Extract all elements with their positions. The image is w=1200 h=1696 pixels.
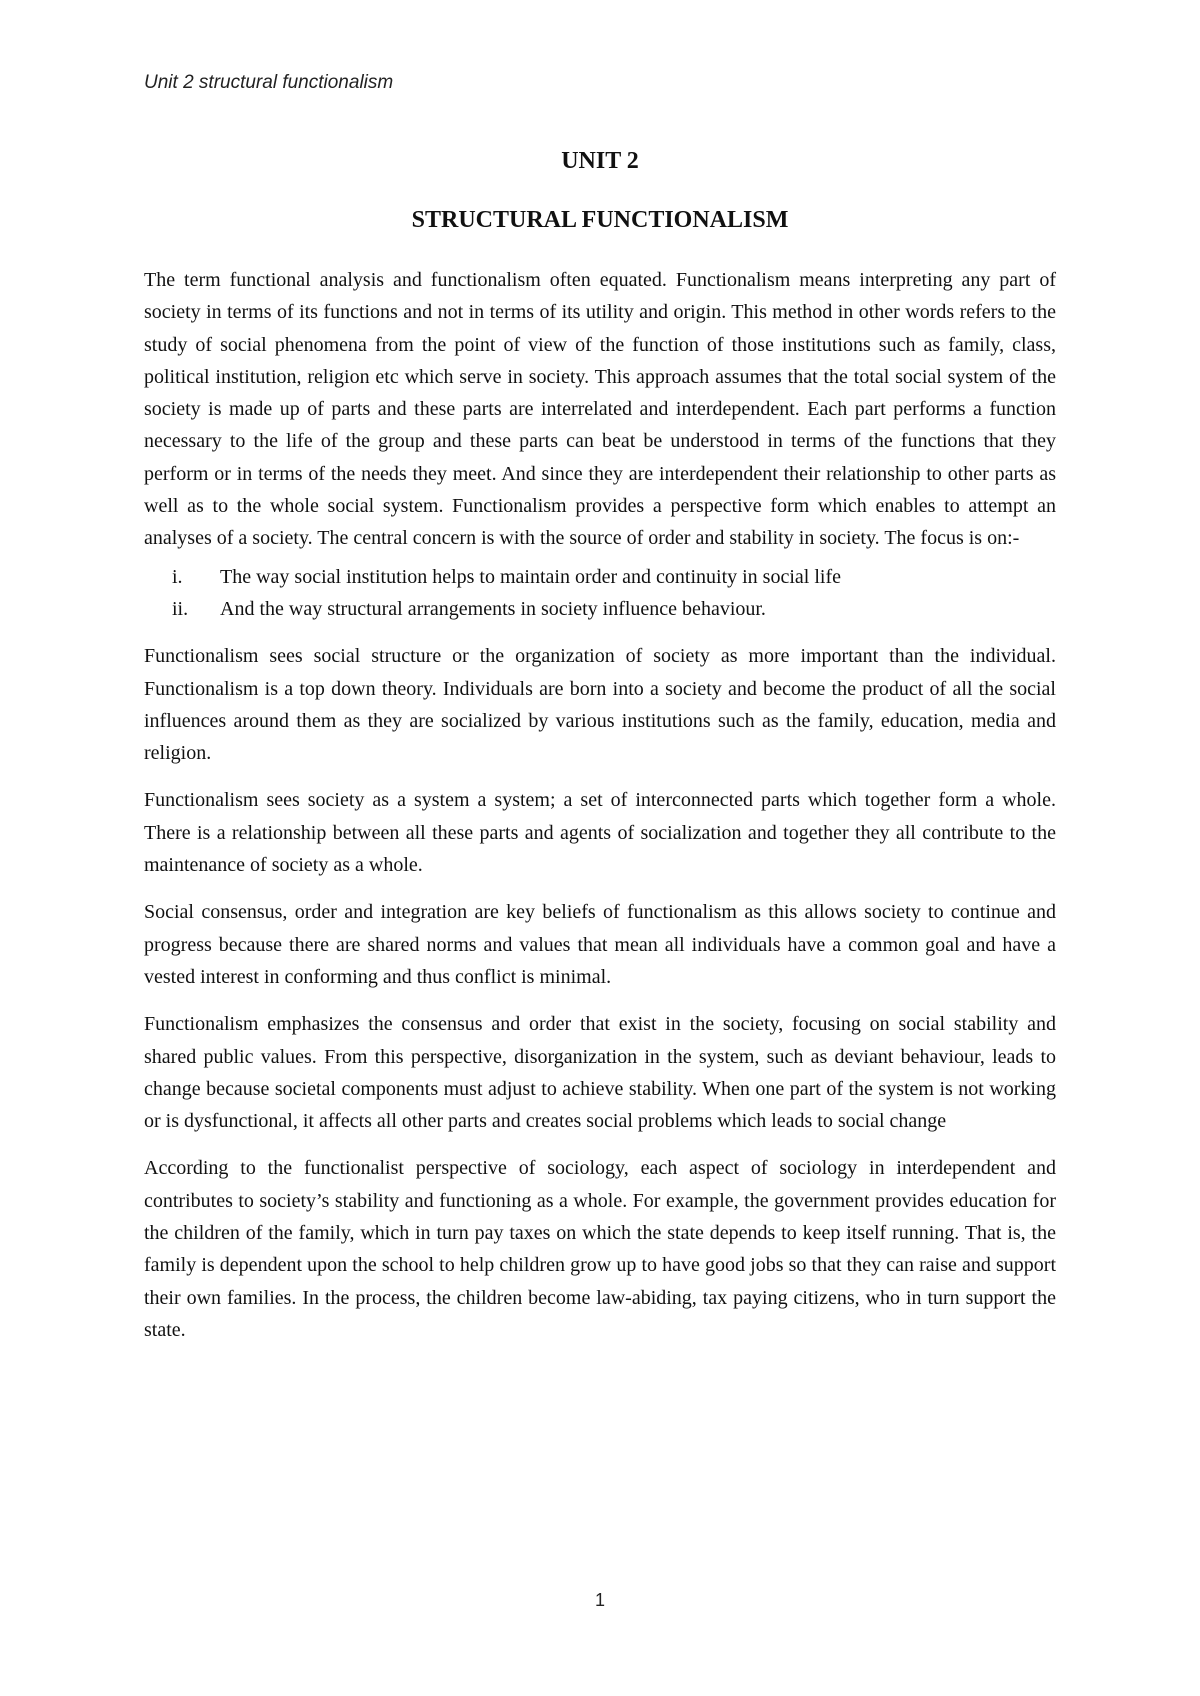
paragraph-consensus: Social consensus, order and integration are key beliefs of functionalism as this allows society to continue and progress because there are shared norms and values that mean all individuals have a common goal and have a vested interest in conforming and thus conflict is minimal. — [144, 901, 1056, 988]
body-content — [144, 264, 1056, 1361]
list-item-text: The way social institution helps to maintain order and continuity in social life — [220, 565, 841, 588]
paragraph-example: According to the functionalist perspective of sociology, each aspect of sociology in interdependent and contributes to society’s stability and functioning as a whole. For example, the government provides education for the children of the family, which in turn pay taxes on which the state depends to keep itself running. That is, the family is dependent upon the school to help children grow up to have good jobs so that they can raise and support their own families. In the process, the children become law-abiding, tax paying citizens, who in turn support the state. — [144, 1157, 1056, 1341]
paragraph-system: Functionalism sees society as a system a system; a set of interconnected parts which together form a whole. There is a relationship between all these parts and agents of socialization and together they all contribute to the maintenance of society as a whole. — [144, 789, 1056, 877]
list-item-text: And the way structural arrangements in society influence behaviour. — [220, 597, 766, 620]
paragraph-social-structure: Functionalism sees social structure or the organization of society as more important than the individual. Functionalism is a top down theory. Individuals are born into a society and become the product of all the social influences around them as they are socialized by various institutions such as the family, education, media and religion. — [144, 645, 1056, 765]
focus-list — [144, 561, 1056, 626]
main-title: STRUCTURAL FUNCTIONALISM — [411, 207, 789, 233]
list-marker: ii. — [172, 597, 189, 620]
page-number: 1 — [594, 1590, 605, 1610]
unit-title: UNIT 2 — [561, 148, 639, 174]
list-item — [144, 593, 1056, 625]
list-marker: i. — [172, 565, 183, 588]
list-item — [144, 561, 1056, 593]
running-header: Unit 2 structural functionalism — [144, 72, 394, 93]
paragraph-stability: Functionalism emphasizes the consensus and order that exist in the society, focusing on social stability and shared public values. From this perspective, disorganization in the system, such as deviant behaviour, leads to change because societal components must adjust to achieve stability. When one part of the system is not working or is dysfunctional, it affects all other parts and creates social problems which leads to social change — [144, 1013, 1056, 1133]
paragraph-intro: The term functional analysis and functionalism often equated. Functionalism means interpreting any part of society in terms of its functions and not in terms of its utility and origin. This method in other words refers to the study of social phenomena from the point of view of the function of those institutions such as family, class, political institution, religion etc which serve in society. This approach assumes that the total social system of the society is made up of parts and these parts are interrelated and interdependent. Each part performs a function necessary to the life of the group and these parts can beat be understood in terms of the functions that they perform or in terms of the needs they meet. And since they are interdependent their relationship to other parts as well as to the whole social system. Functionalism provides a perspective form which enables to attempt an analyses of a society. The central concern is with the source of order and stability in society. The focus is on:- — [144, 269, 1056, 550]
